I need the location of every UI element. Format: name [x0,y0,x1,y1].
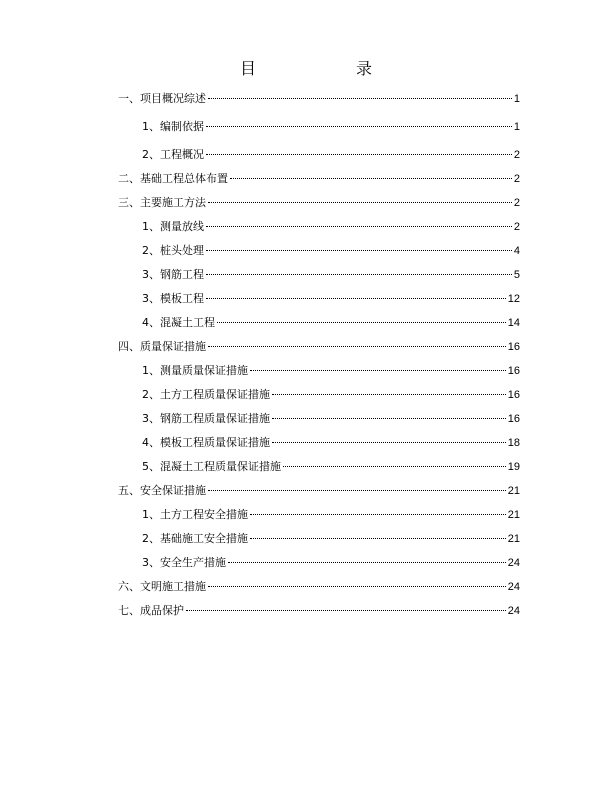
page-title: 目 录 [239,59,414,78]
toc-entry-page-number: 2 [513,173,520,185]
toc-entry[interactable] [142,148,520,162]
toc-entry[interactable] [142,268,520,282]
toc-dot-leader [186,610,506,611]
toc-entry[interactable] [118,580,520,594]
toc-entry-page-number: 21 [507,509,520,521]
toc-dot-leader [283,466,506,467]
toc-dot-leader [250,514,506,515]
toc-entry-label: 二、基础工程总体布置 [118,172,228,185]
toc-entry-label: 3、安全生产措施 [142,556,226,569]
toc-dot-leader [250,538,506,539]
toc-entry[interactable] [118,340,520,354]
toc-entry[interactable] [142,556,520,570]
toc-entry-page-number: 2 [513,221,520,233]
toc-entry-page-number: 19 [507,461,520,473]
toc-entry[interactable] [118,172,520,186]
toc-dot-leader [272,442,506,443]
toc-entry-page-number: 4 [513,245,520,257]
toc-dot-leader [208,346,506,347]
toc-entry-label: 1、测量放线 [142,220,204,233]
toc-entry-page-number: 16 [507,389,520,401]
toc-entry-page-number: 16 [507,341,520,353]
toc-dot-leader [206,154,512,155]
toc-entry-page-number: 12 [507,293,520,305]
toc-dot-leader [206,126,512,127]
toc-entry-page-number: 21 [507,533,520,545]
toc-dot-leader [217,322,506,323]
toc-entry[interactable] [118,92,520,106]
toc-entry[interactable] [142,508,520,522]
toc-entry[interactable] [118,196,520,210]
toc-entry[interactable] [142,120,520,134]
toc-entry-label: 3、模板工程 [142,292,204,305]
toc-entry-label: 1、土方工程安全措施 [142,508,248,521]
toc-entry-page-number: 18 [507,437,520,449]
toc-entry-label: 1、编制依据 [142,120,204,133]
toc-dot-leader [208,586,506,587]
toc-entry-label: 5、混凝土工程质量保证措施 [142,460,281,473]
toc-dot-leader [206,298,506,299]
toc-entry-label: 1、测量质量保证措施 [142,364,248,377]
toc-dot-leader [206,250,512,251]
toc-entry-label: 七、成品保护 [118,604,184,617]
toc-entry-page-number: 24 [507,581,520,593]
toc-entry-label: 2、基础施工安全措施 [142,532,248,545]
toc-entry[interactable] [142,412,520,426]
toc-entry-page-number: 16 [507,365,520,377]
toc-entry-page-number: 24 [507,557,520,569]
toc-entry[interactable] [142,436,520,450]
toc-entry[interactable] [142,532,520,546]
toc-entry-label: 一、项目概况综述 [118,92,206,105]
toc-entry[interactable] [118,604,520,618]
toc-dot-leader [272,418,506,419]
toc-entry[interactable] [142,364,520,378]
toc-entry-page-number: 21 [507,485,520,497]
toc-entry-page-number: 2 [513,149,520,161]
toc-entry-label: 2、土方工程质量保证措施 [142,388,270,401]
toc-entry-page-number: 2 [513,197,520,209]
toc-entry-label: 六、文明施工措施 [118,580,206,593]
toc-entry[interactable] [118,484,520,498]
toc-entry-label: 3、钢筋工程质量保证措施 [142,412,270,425]
toc-entry[interactable] [142,460,520,474]
toc-dot-leader [230,178,512,179]
toc-entry[interactable] [142,316,520,330]
toc-dot-leader [272,394,506,395]
toc-entry-label: 2、工程概况 [142,148,204,161]
toc-entry[interactable] [142,244,520,258]
toc-entry-label: 三、主要施工方法 [118,196,206,209]
toc-dot-leader [208,98,512,99]
toc-entry-page-number: 16 [507,413,520,425]
toc-entry-label: 4、模板工程质量保证措施 [142,436,270,449]
toc-dot-leader [250,370,506,371]
toc-dot-leader [206,226,512,227]
toc-entry-page-number: 14 [507,317,520,329]
toc-entry-label: 3、钢筋工程 [142,268,204,281]
toc-entry-label: 四、质量保证措施 [118,340,206,353]
toc-dot-leader [228,562,506,563]
toc-entry-page-number: 1 [513,93,520,105]
toc-entry-label: 4、混凝土工程 [142,316,215,329]
toc-entry-page-number: 24 [507,605,520,617]
toc-entry[interactable] [142,292,520,306]
toc-entry[interactable] [142,388,520,402]
toc-entry-page-number: 1 [513,121,520,133]
toc-dot-leader [208,490,506,491]
toc-dot-leader [208,202,512,203]
toc-entry-label: 2、桩头处理 [142,244,204,257]
toc-entry[interactable] [142,220,520,234]
toc-entry-label: 五、安全保证措施 [118,484,206,497]
toc-entry-page-number: 5 [513,269,520,281]
toc-dot-leader [206,274,512,275]
